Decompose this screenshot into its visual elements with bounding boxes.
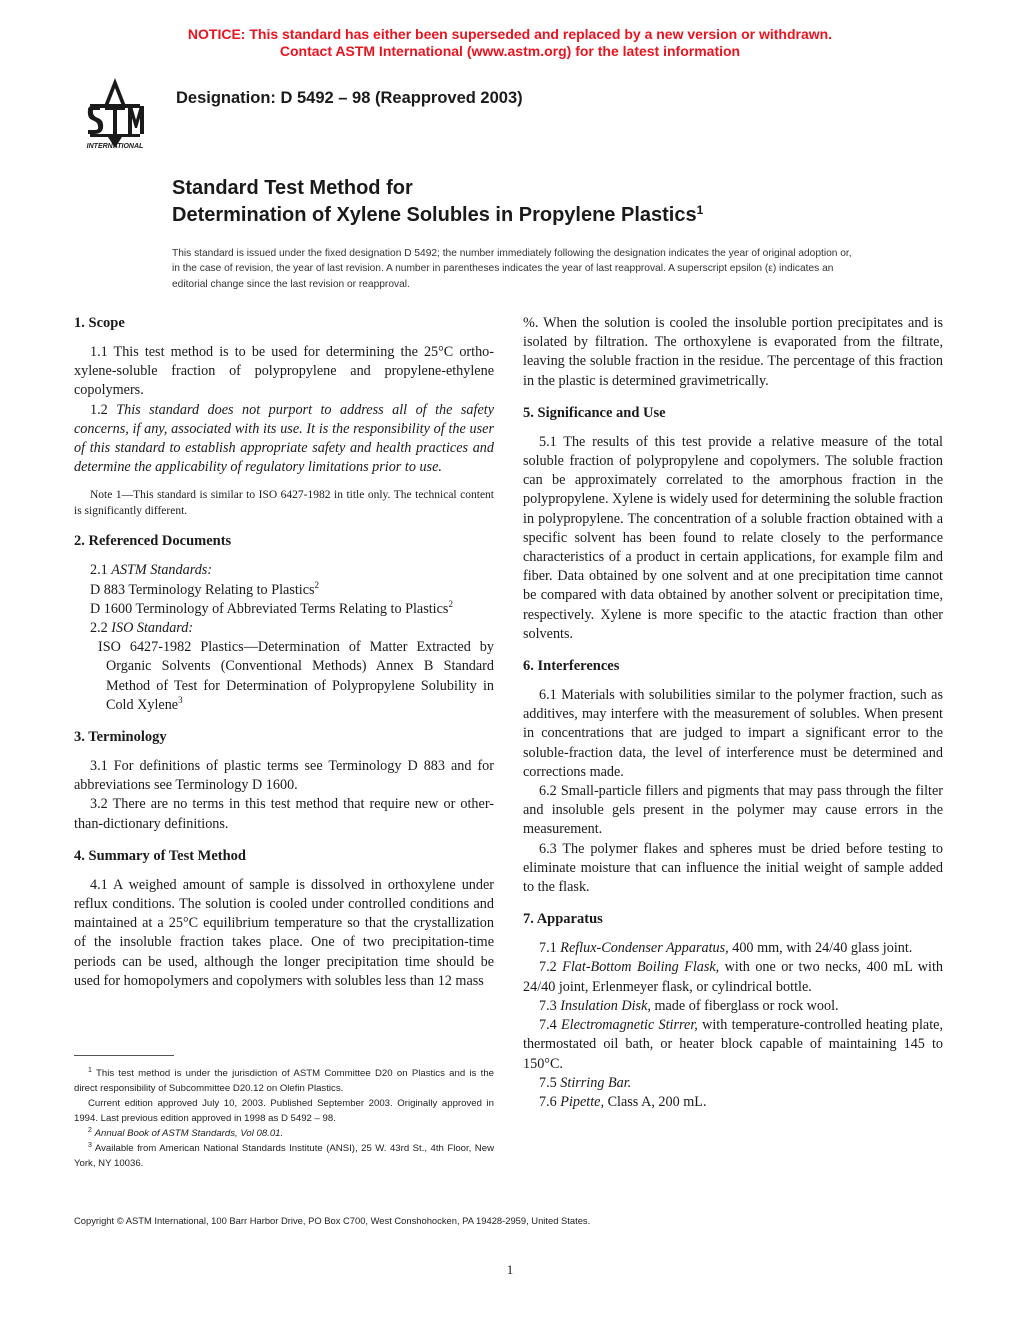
paragraph-2-1: 2.1 ASTM Standards: [90,562,213,579]
left-column [74,314,494,991]
section-heading-interferences: 6. Interferences [523,658,620,675]
section-heading-terminology: 3. Terminology [74,729,167,746]
footnote-1-continued: Current edition approved July 10, 2003. Published September 2003. Originally approved in 1994. Last previous edition approved in 1998 as D 5492 – 98. [74,1098,494,1124]
notice-line-2: Contact ASTM International (www.astm.org) for the latest information [279,43,741,59]
paragraph-1-2: 1.2 This standard does not purport to address all of the safety concerns, if any, associated with its use. It is the responsibility of the user of this standard to establish appropriate safety and health practices and determine the applicability of regulatory limitations prior to use. [74,401,494,476]
notice-line-1: NOTICE: This standard has either been superseded and replaced by a new version or withdrawn. [187,26,833,42]
reference-d1600: D 1600 Terminology of Abbreviated Terms Relating to Plastics$^2$ [90,598,453,617]
copyright-line: Copyright © ASTM International, 100 Barr Harbor Drive, PO Box C700, West Conshohocken, PA 19428-2959, United States. [74,1215,591,1226]
title-line-1: Standard Test Method for [172,177,413,199]
footnotes [74,1066,494,1171]
section-heading-summary: 4. Summary of Test Method [74,847,246,864]
title-footnote-mark: 1 [696,203,704,217]
page-number: 1 [506,1262,514,1277]
footnote-1: $^1$ This test method is under the jurisdiction of ASTM Committee D20 on Plastics and is the direct responsibility of Subcommittee D20.12 on Olefin Plastics. [74,1067,494,1094]
issuance-statement: This standard is issued under the fixed designation D 5492; the number immediately following the designation indicates the year of original adoption or, in the case of revision, the year of last revision. A number in parentheses indicates the year of last reapproval. A superscript epsilon (ε) indicates an editorial change since the last revision or reapproval. [172,248,852,290]
apparatus-item-7-6: 7.6 Pipette, Class A, 200 mL. [539,1093,707,1110]
paragraph-3-1: 3.1 For definitions of plastic terms see Terminology D 883 and for abbreviations see Terminology D 1600. [74,758,494,794]
withdrawal-notice [0,26,1020,60]
apparatus-item-7-3: 7.3 Insulation Disk, made of fiberglass or rock wool. [539,997,839,1014]
section-heading-apparatus: 7. Apparatus [523,911,603,928]
section-heading-significance: 5. Significance and Use [523,404,666,421]
paragraph-6-3: 6.3 The polymer flakes and spheres must be dried before testing to eliminate moisture that can influence the initial weight of sample added to the flask. [523,840,943,896]
paragraph-2-2: 2.2 ISO Standard: [90,620,194,637]
note-1: Note 1—This standard is similar to ISO 6427-1982 in title only. The technical content is significantly different. [74,489,494,518]
logo-caption: INTERNATIONAL [86,143,144,150]
section-heading-referenced: 2. Referenced Documents [74,533,232,550]
apparatus-item-7-1: 7.1 Reflux-Condenser Apparatus, 400 mm, with 24/40 glass joint. [539,940,913,957]
paragraph-4-1-continued: %. When the solution is cooled the insoluble portion precipitates and is isolated by filtration. The orthoxylene is evaporated from the filtrate, leaving the soluble fraction in the residue. The percentage of this fraction in the plastic is determined gravimetrically. [523,315,943,389]
footnote-divider [74,1055,174,1056]
designation: Designation: D 5492 – 98 (Reapproved 2003) [176,89,523,107]
section-heading-scope: 1. Scope [74,315,125,331]
paragraph-1-1: 1.1 This test method is to be used for determining the 25°C ortho-xylene-soluble fraction of polypropylene and propylene-ethylene copolymers. [74,344,494,399]
title-line-2: Determination of Xylene Solubles in Propylene Plastics$^1$ [172,203,704,226]
apparatus-item-7-4: 7.4 Electromagnetic Stirrer, with temperature-controlled heating plate, thermostated oil bath, or heater block capable of maintaining 145 to 150°C. [523,1017,943,1072]
document-title [172,175,703,229]
paragraph-3-2: 3.2 There are no terms in this test method that require new or other-than-dictionary definitions. [74,796,494,832]
footnote-2: $^2$ Annual Book of ASTM Standards, Vol 08.01. [88,1127,284,1139]
reference-d883: D 883 Terminology Relating to Plastics$^2$ [90,579,320,598]
paragraph-4-1: 4.1 A weighed amount of sample is dissolved in orthoxylene under reflux conditions. The solution is cooled under controlled conditions and maintained at a 25°C equilibrium temperature so that the crystallization of the insoluble fraction takes place. One of two precipitation-time periods can be used, although the longer precipitation time should be used for homopolymers and copolymers with solubles less than 12 mass [74,876,494,989]
apparatus-item-7-2: 7.2 Flat-Bottom Boiling Flask, with one or two necks, 400 mL with 24/40 joint, Erlenmeyer flask, or cylindrical bottle. [523,959,944,995]
paragraph-5-1: 5.1 The results of this test provide a relative measure of the total soluble fraction of polypropylene and copolymers. The soluble fraction can be approximately correlated to the amorphous fraction in the polypropylene. Xylene is widely used for determining the soluble fraction in polypropylene. The concentration of a soluble fraction obtained with a specific solvent has been found to relate closely to the performance characteristics of a product in certain applications, for example film and fiber. Data obtained by one solvent and at one precipitation time cannot be compared with data obtained by another solvent or precipitation time, respectively. Xylene is more specific to the atactic fraction than other solvents. [523,433,943,642]
apparatus-item-7-5: 7.5 Stirring Bar. [539,1074,632,1091]
footnote-3: $^3$ Available from American National Standards Institute (ANSI), 25 W. 43rd St., 4th Floor, New York, NY 10036. [74,1142,494,1169]
reference-iso-6427: ISO 6427-1982 Plastics—Determination of Matter Extracted by Organic Solvents (Conventional Methods) Annex B Standard Method of Test for Determination of Polypropylene Solubility in Cold Xylene$^3$ [98,639,494,713]
right-column [523,314,943,1112]
astm-logo-icon [68,76,162,150]
paragraph-6-2: 6.2 Small-particle fillers and pigments that may pass through the filter and insoluble gels present in the polymer may cause errors in the measurement. [523,783,943,838]
paragraph-6-1: 6.1 Materials with solubilities similar to the polymer fraction, such as additives, may interfere with the measurement of solubles. When present in concentrations that are judged to impart a significant error to the soluble-fraction data, the level of interference must be determined and corrections made. [523,687,943,780]
